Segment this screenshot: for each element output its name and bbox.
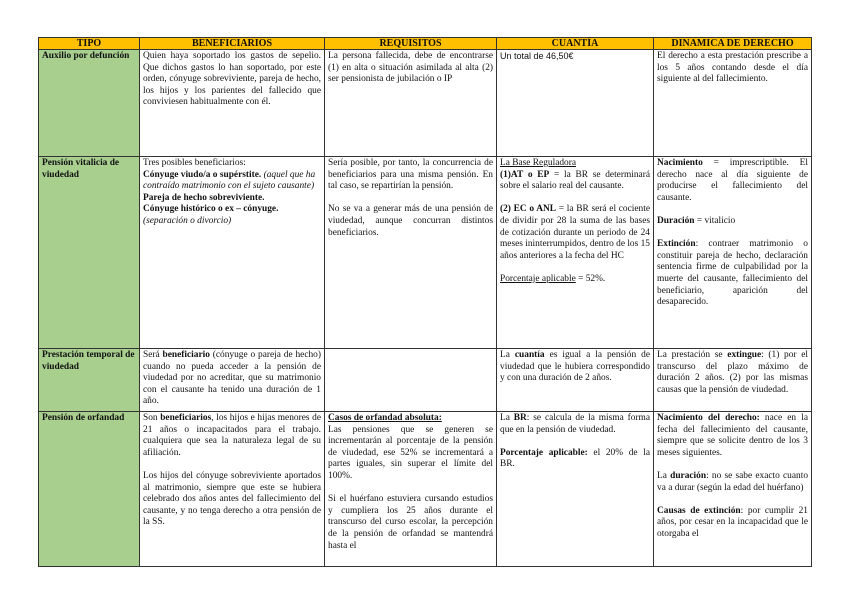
cell-heading: La Base Reguladora [500, 158, 577, 168]
cell-text [143, 350, 321, 408]
cell-text [143, 204, 321, 227]
bold-text: BR [513, 413, 527, 423]
row-type: Pensión de orfandad [39, 412, 140, 567]
italic-text: (separación o divorcio) [143, 215, 232, 226]
requisitos-cell [325, 412, 497, 567]
cell-text: = la BR se determinará sobre el salario real del causante. [500, 169, 650, 192]
table-row [39, 349, 812, 412]
bold-text: Nacimiento [657, 158, 703, 168]
cell-text [500, 274, 650, 286]
cell-text [143, 170, 321, 193]
benefits-table [38, 37, 812, 567]
bold-text: Cónyuge viudo/a o supérstite. [143, 169, 262, 180]
cell-text: El derecho a esta prestación prescribe a los 5 años contando desde el día siguiente al del fallecimiento. [657, 51, 808, 85]
cell-text [657, 413, 808, 459]
cell-text: Si el huérfano estuviera cursando estudios y cumpliera los 25 años durante el transcurso del curso escolar, la percepción de la pensión de orfandad se mantendrá hasta el [328, 494, 493, 551]
cell-heading: Casos de orfandad absoluta: [328, 413, 442, 423]
cuantia-cell [497, 50, 654, 157]
header-row [39, 38, 812, 50]
row-type: Auxilio por defunción [39, 50, 140, 157]
cell-text [500, 350, 650, 385]
table-row [39, 412, 812, 567]
cell-text: el 20% de la BR. [500, 447, 650, 470]
cell-text: La prestación se [657, 350, 728, 360]
cell-text [143, 413, 321, 459]
benefits-table-page [38, 37, 811, 567]
cell-text: Los hijos del cónyuge sobreviviente aportados al matrimonio, siempre que este se hubiera celebrado dos años antes del fallecimiento del causante, y no tenga derecho a otra pensión de la SS. [143, 470, 321, 528]
cell-text: Tres posibles beneficiarios: [143, 158, 246, 168]
cell-text: = la BR será el cociente de dividir por 28 la suma de las bases de cotización durante un periodo de 24 meses ininterrumpidos, dentro de los 15 años anteriores a la fecha del HC [500, 204, 650, 261]
beneficiarios-cell [140, 157, 325, 349]
bold-text: (1)AT o EP [500, 169, 550, 180]
cell-text: = imprescriptible. El derecho nace al día siguiente de producirse el fallecimiento del causante. [657, 158, 808, 203]
cell-text: nace en la fecha del fallecimiento del causante, siempre que se solicite dentro de los 3 meses siguientes. [657, 413, 808, 458]
cell-text: Será [143, 350, 163, 360]
row-type: Prestación temporal de viudedad [39, 349, 140, 412]
cell-text: Un total de 46,50€ [500, 51, 574, 61]
cell-text [657, 239, 808, 309]
dinamica-cell [654, 349, 812, 412]
beneficiarios-cell [140, 412, 325, 567]
bold-text: cuantía [514, 350, 545, 360]
bold-text: extingue [727, 350, 762, 360]
cell-text [500, 204, 650, 262]
cell-text [500, 448, 650, 471]
cell-text: Sería posible, por tanto, la concurrencia de beneficiarios para una misma pensión. En tal caso, se repartirían la pensión. [328, 158, 493, 192]
header-cuantia: CUANTÍA [497, 38, 654, 50]
dinamica-cell [654, 412, 812, 567]
dinamica-cell [654, 157, 812, 349]
cell-text: es igual a la pensión de viudedad que le hubiera correspondido y con una duración de 2 años. [500, 350, 650, 384]
cell-text [657, 506, 808, 541]
bold-text: Nacimiento del derecho: [657, 413, 760, 423]
header-dinamica: DINAMICA DE DERECHO [654, 38, 812, 50]
bold-text: Extinción [657, 239, 696, 250]
bold-text: Duración [657, 215, 695, 226]
cell-text: (cónyuge o pareja de hecho) cuando no pueda acceder a la pensión de viudedad por no acreditar, que su matrimonio con el causante ha tenido una duración de 1 año. [143, 350, 321, 407]
cell-text [500, 413, 650, 436]
cell-text: : no se sabe exacto cuanto va a durar (según la edad del huérfano) [657, 470, 808, 493]
underlined-text: Porcentaje aplicable [500, 273, 576, 284]
bold-text: duración [670, 470, 707, 481]
cell-text: : se calcula de la misma forma que en la pensión de viudedad. [500, 413, 650, 435]
cell-text: Quien haya soportado los gastos de sepelio. Que dichos gastos lo han soportado, por este orden, cónyuge sobreviviente, pareja de hecho, los hijos y los parientes del fallecido que conviviesen habitualmente con él. [143, 51, 321, 108]
requisitos-cell [325, 349, 497, 412]
cell-text: Las pensiones que se generen se incrementarán al porcentaje de la pensión de viudedad, ese 52% se incrementará a partes iguales, sin superar el límite del 100%. [328, 424, 493, 481]
cell-text: La [500, 350, 515, 360]
cell-text [657, 158, 808, 204]
requisitos-cell [325, 50, 497, 157]
italic-text: (aquel que ha contraído matrimonio con el sujeto causante) [143, 169, 316, 192]
requisitos-cell [325, 157, 497, 349]
header-beneficiarios: BENEFICIARIOS [140, 38, 325, 50]
bold-text: Causas de extinción [657, 505, 741, 516]
header-requisitos: REQUISITOS [325, 38, 497, 50]
cuantia-cell [497, 412, 654, 567]
cuantia-cell [497, 349, 654, 412]
bold-text: Pareja de hecho sobreviviente. [143, 192, 265, 203]
row-type: Pensión vitalicia de viudedad [39, 157, 140, 349]
cell-text: No se va a generar más de una pensión de viudedad, aunque concurran distintos beneficiarios. [328, 204, 493, 238]
cell-text: La persona fallecida, debe de encontrarse (1) en alta o situación asimilada al alta (2) ser pensionista de jubilación o IP [328, 51, 493, 85]
bold-text: Porcentaje aplicable: [500, 447, 588, 458]
cell-text: : por cumplir 21 años, por cesar en la incapacidad que le otorgaba el [657, 505, 808, 539]
cell-text: Son [143, 413, 161, 423]
cell-text: La [657, 470, 671, 481]
bold-text: Cónyuge histórico o ex – cónyuge. [143, 204, 279, 215]
bold-text: beneficiarios [160, 413, 212, 423]
beneficiarios-cell [140, 50, 325, 157]
cell-text: = vitalicio [694, 215, 736, 226]
cuantia-cell [497, 157, 654, 349]
cell-text [500, 170, 650, 193]
cell-text [657, 216, 808, 228]
bold-text: (2) EC o ANL [500, 204, 557, 215]
cell-text: La [500, 413, 514, 423]
dinamica-cell [654, 50, 812, 157]
table-row [39, 157, 812, 349]
cell-text: : contraer matrimonio o constituir pareja de hecho, declaración sentencia firme de culpabilidad por la muerte del causante, fallecimiento del beneficiario, aparición del desaparecido. [657, 239, 808, 308]
header-tipo: TIPO [39, 38, 140, 50]
cell-text [657, 350, 808, 396]
bold-text: beneficiario [162, 350, 210, 360]
cell-text: : (1) por el transcurso del plazo máximo de duración 2 años. (2) por las mismas causas que la pensión de viudedad. [657, 350, 808, 395]
table-row [39, 50, 812, 157]
beneficiarios-cell [140, 349, 325, 412]
cell-text: = 52%. [575, 273, 606, 284]
cell-text: , los hijos e hijas menores de 21 años o incapacitados para el trabajo. cualquiera que sea la naturaleza legal de su afiliación. [143, 413, 321, 458]
cell-text [657, 471, 808, 494]
